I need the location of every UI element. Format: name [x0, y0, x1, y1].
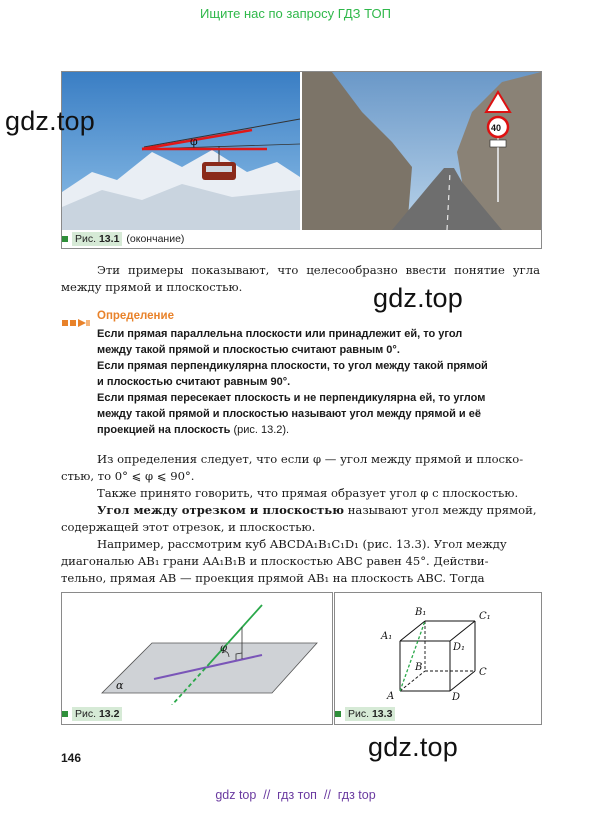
intro-paragraph: Эти примеры показывают, что целесообразно ввести понятие угла между прямой и плоскостью. — [61, 263, 540, 294]
definition-reference: (рис. 13.2). — [233, 424, 290, 436]
svg-text:C₁: C₁ — [479, 611, 491, 622]
svg-text:A: A — [387, 691, 395, 702]
paragraph-4-line-1: Например, рассмотрим куб ABCDA₁B₁C₁D₁ (рис. 13.3). Угол между — [97, 537, 507, 551]
svg-text:C: C — [479, 667, 487, 678]
plane-alpha — [102, 643, 317, 693]
figure-13-1-caption: Рис. 13.1 (окончание) — [62, 232, 184, 246]
figure-13-2-drawing — [62, 593, 332, 705]
definition-icon — [62, 313, 92, 332]
definition-line: проекцией на плоскость (рис. 13.2). — [97, 424, 290, 436]
phi-label-13-2: φ — [220, 643, 228, 654]
figure-13-1 — [61, 71, 542, 249]
definition-line: и плоскостью считают равным 90°. — [97, 376, 291, 388]
figure-13-3-caption: Рис. 13.3 — [335, 707, 395, 721]
svg-text:D₁: D₁ — [453, 642, 466, 653]
footer-links[interactable]: gdz top // гдз топ // гдз top — [215, 788, 376, 802]
paragraph-4-line-2: диагональю AB₁ грани AA₁B₁B и плоскостью ABC равен 45°. Действи- — [61, 554, 489, 568]
phi-label-13-1: φ — [190, 135, 198, 148]
svg-text:B: B — [415, 662, 423, 673]
paragraph-4-line-3: тельно, прямая AB — проекция прямой AB₁ на плоскость ABC. Тогда — [61, 571, 485, 585]
watermark-2: gdz.top — [373, 283, 463, 313]
figure-13-2 — [61, 592, 333, 725]
cube-drawing — [335, 593, 541, 705]
paragraph-3-line-1: Угол между отрезком и плоскостью называют угол между прямой, — [97, 503, 537, 517]
watermark-4: gdz.top — [368, 732, 458, 762]
definition-body — [97, 326, 542, 438]
caption-marker — [335, 711, 341, 717]
definition-line: между такой прямой и плоскостью считают равным 0°. — [97, 344, 400, 356]
watermark-1: gdz.top — [5, 106, 95, 136]
definition-line: Если прямая параллельна плоскости или принадлежит ей, то угол — [97, 328, 463, 340]
body-text — [61, 451, 540, 587]
page-number: 146 — [61, 751, 82, 765]
caption-marker — [62, 236, 68, 242]
figure-13-2-caption: Рис. 13.2 — [62, 707, 122, 721]
paragraph-3-line-2: содержащей этот отрезок, и плоскостью. — [61, 520, 316, 534]
alpha-label: α — [116, 679, 124, 692]
speed-sign-value: 40 — [491, 123, 502, 133]
definition-line: Если прямая пересекает плоскость и не перпендикулярна ей, то углом — [97, 392, 486, 404]
top-banner-text[interactable]: Ищите нас по запросу ГДЗ ТОП — [200, 6, 391, 21]
figure-13-1-photos — [62, 72, 541, 230]
definition-heading: Определение — [97, 310, 174, 322]
svg-text:A₁: A₁ — [381, 631, 393, 642]
svg-text:D: D — [452, 692, 461, 703]
paragraph-2: Также принято говорить, что прямая образует угол φ с плоскостью. — [97, 486, 519, 500]
paragraph-1-line-1: Из определения следует, что если φ — угол между прямой и плоско- — [97, 452, 524, 466]
svg-text:B₁: B₁ — [415, 607, 427, 618]
bold-term: Угол между отрезком и плоскостью — [97, 503, 345, 517]
definition-line: Если прямая перпендикулярна плоскости, то угол между такой прямой — [97, 360, 488, 372]
paragraph-1-line-2: стью, то 0° ⩽ φ ⩽ 90°. — [61, 469, 195, 483]
definition-line: между такой прямой и плоскостью называют угол между прямой и её — [97, 408, 481, 420]
figure-13-3 — [334, 592, 542, 725]
caption-marker — [62, 711, 68, 717]
